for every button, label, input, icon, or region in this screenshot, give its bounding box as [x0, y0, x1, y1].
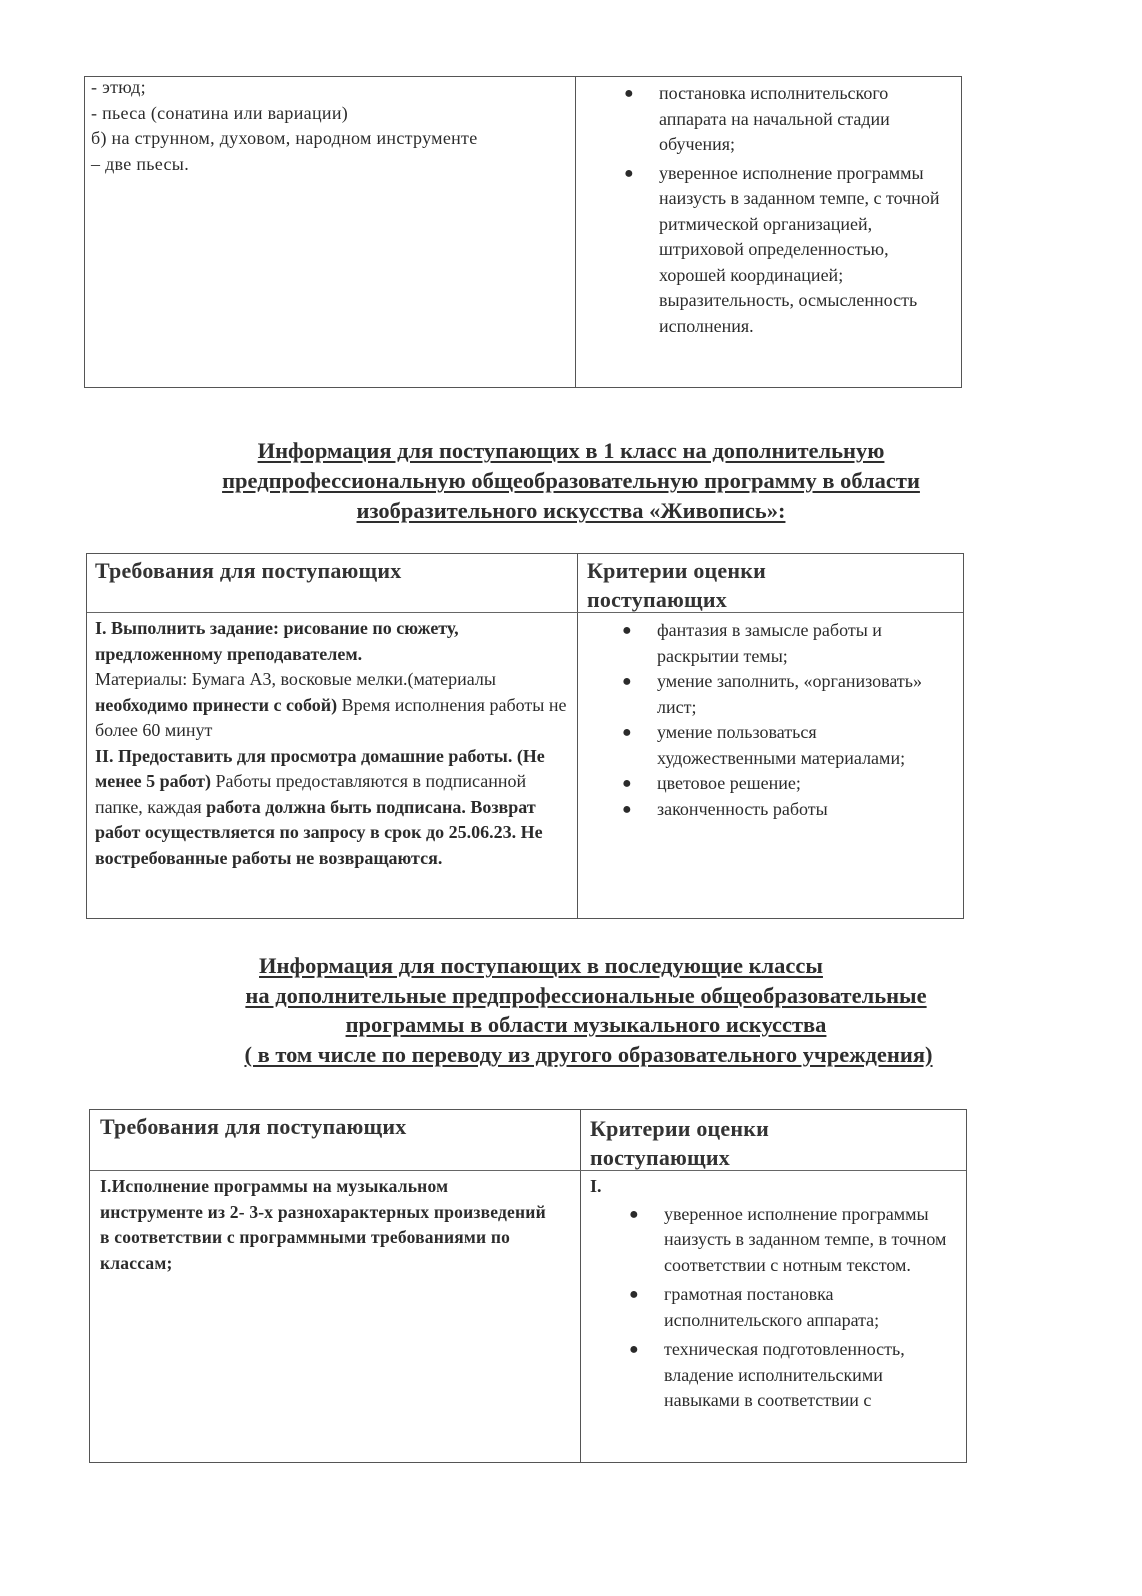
criteria-text: фантазия в замысле работы и раскрытии темы;: [657, 620, 882, 666]
criteria-numeral: I.: [590, 1176, 602, 1196]
criteria-list: [620, 1202, 958, 1414]
heading-text: программы в области музыкального искусства: [345, 1012, 827, 1037]
criteria-text: грамотная постановка исполнительского аппарата;: [664, 1284, 880, 1330]
text-line: - пьеса (сонатина или вариации): [91, 102, 349, 123]
heading-text: Информация для поступающих в 1 класс на дополнительную: [257, 438, 885, 463]
heading-line: [0, 466, 1142, 496]
table-continuation: [84, 76, 962, 388]
bullet-icon: ●: [622, 800, 632, 818]
return-note: работа должна быть подписана. Возврат работ осуществляется по запросу в срок до 25.06.23. Не востребованные работы не возвращаются.: [95, 796, 543, 868]
criteria-cell: [615, 81, 945, 339]
criteria-cell: [590, 1174, 958, 1414]
criteria-list: [613, 618, 953, 822]
requirements-cell: [95, 616, 571, 871]
header-requirements: Требования для поступающих: [100, 1114, 407, 1139]
time-text: Время исполнения работы не более 60 минут: [95, 694, 567, 740]
table-painting-requirements: [86, 553, 964, 919]
materials-text: Материалы: Бумага А3, восковые мелки.(материалы: [95, 669, 496, 689]
bullet-icon: ●: [624, 164, 634, 182]
heading-text: предпрофессиональную общеобразовательную программу в области: [222, 468, 920, 493]
bullet-icon: ●: [622, 775, 632, 792]
list-item: [615, 161, 945, 340]
text-line: - этюд;: [91, 77, 146, 97]
list-item: [620, 1282, 958, 1333]
list-item: [620, 1337, 958, 1414]
bullet-icon: ●: [629, 1341, 639, 1358]
heading-line: [0, 436, 1142, 466]
section-heading-painting: [0, 436, 1142, 526]
header-requirements: Требования для поступающих: [95, 558, 402, 583]
criteria-cell: [613, 618, 953, 822]
criteria-text: уверенное исполнение программы наизусть в заданном темпе, с точной ритмической организацией, штриховой определенностью, хорошей координацией; выразительность, осмысленность исполнения.: [659, 162, 940, 336]
header-text: Критерии оценки: [587, 558, 766, 583]
criteria-text: постановка исполнительского аппарата на начальной стадии обучения;: [659, 83, 890, 154]
column-divider: [575, 77, 576, 387]
bullet-icon: ●: [622, 724, 632, 741]
list-item: [620, 1202, 958, 1279]
task-heading: I. Выполнить задание: рисование по сюжету, предложенному преподавателем.: [95, 618, 459, 664]
heading-line: [0, 981, 1142, 1011]
heading-text: изобразительного искусства «Живопись»:: [356, 498, 786, 523]
requirements-cell: I.Исполнение программы на музыкальном инструменте из 2- 3-х разнохарактерных произведений в соответствии с программными требованиями по классам;: [100, 1176, 546, 1273]
heading-text: на дополнительные предпрофессиональные общеобразовательные: [245, 982, 927, 1008]
header-text: поступающих: [587, 587, 727, 612]
bullet-icon: ●: [622, 673, 632, 690]
heading-line: [0, 1010, 1142, 1040]
criteria-text: техническая подготовленность, владение исполнительскими навыками в соответствии с: [664, 1339, 905, 1410]
requirements-cell: [91, 75, 569, 177]
header-text: поступающих: [590, 1145, 730, 1170]
heading-line: [0, 1040, 1142, 1070]
header-text: Критерии оценки: [590, 1116, 769, 1141]
list-item: [615, 81, 945, 158]
section-heading-music: [0, 951, 1142, 1069]
heading-line: [0, 496, 1142, 526]
criteria-text: умение пользоваться художественными материалами;: [657, 722, 906, 768]
task-heading: II. Предоставить для просмотра домашние работы. (Не менее 5 работ): [95, 745, 545, 791]
criteria-list: [615, 81, 945, 339]
list-item: [613, 797, 953, 823]
criteria-text: законченность работы: [657, 798, 828, 819]
criteria-text: умение заполнить, «организовать» лист;: [657, 671, 922, 717]
column-divider: [580, 1110, 581, 1462]
column-divider: [577, 554, 578, 918]
bullet-icon: ●: [622, 622, 632, 639]
bullet-icon: ●: [629, 1205, 639, 1223]
table-music-requirements: [89, 1109, 967, 1463]
criteria-text: уверенное исполнение программы наизусть в заданном темпе, в точном соответствии с нотным текстом.: [664, 1203, 947, 1275]
heading-line: [0, 951, 1142, 981]
list-item: [613, 618, 953, 669]
heading-text: Информация для поступающих в последующие классы: [259, 953, 823, 978]
portfolio-text: Работы предоставляются в подписанной папке, каждая: [95, 771, 527, 817]
materials-note: необходимо принести с собой): [95, 694, 338, 715]
text-line: б) на струнном, духовом, народном инструменте: [91, 128, 478, 148]
list-item: [613, 720, 953, 771]
criteria-text: цветовое решение;: [657, 773, 801, 793]
list-item: [613, 771, 953, 797]
text-line: – две пьесы.: [91, 153, 190, 174]
header-criteria: [590, 1114, 950, 1172]
header-criteria: [587, 556, 947, 614]
bullet-icon: ●: [624, 85, 634, 102]
list-item: [613, 669, 953, 720]
bullet-icon: ●: [629, 1286, 639, 1303]
heading-text: ( в том числе по переводу из другого образовательного учреждения): [244, 1041, 933, 1067]
